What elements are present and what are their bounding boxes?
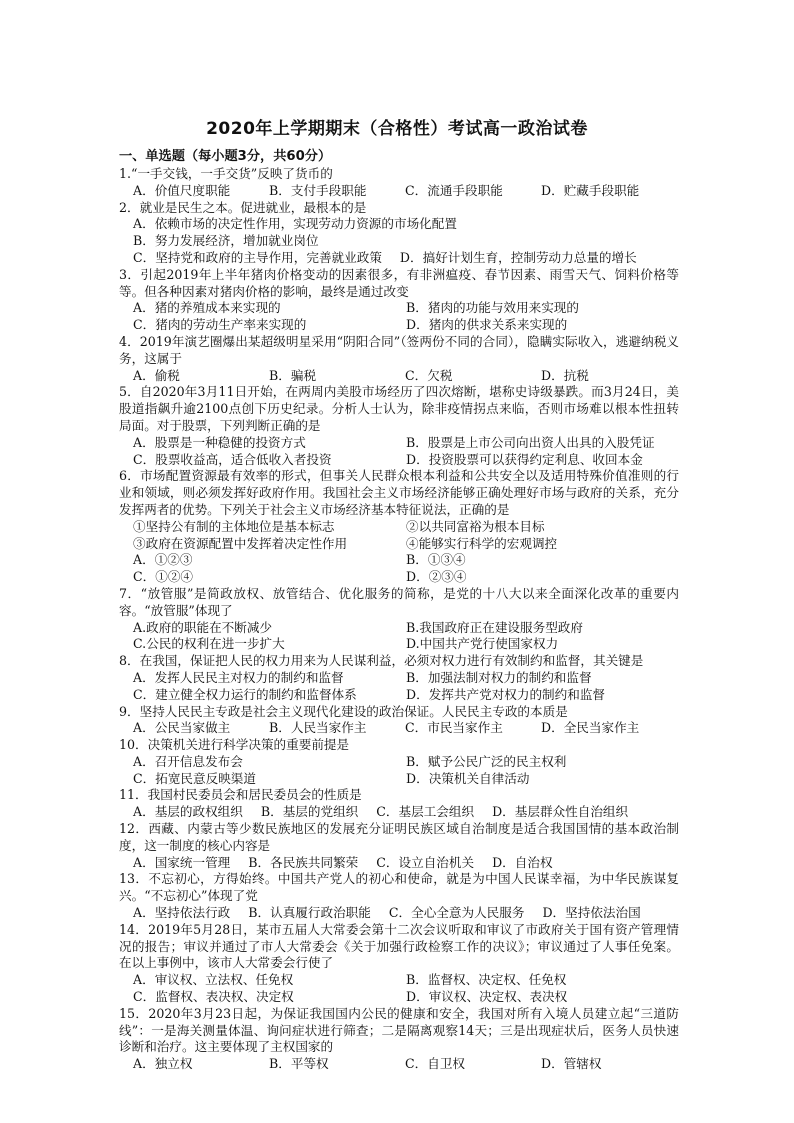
section-title: 一、单选题（每小题3分，共60分）	[119, 149, 332, 164]
question-14	[119, 922, 679, 1006]
question-stem: 4．2019年演艺圈爆出某超级明星采用“阴阳合同”（签两份不同的合同），隐瞒实际收入，逃避纳税义务，这属于	[119, 333, 679, 366]
option-item: C．坚持党和政府的主导作用，完善就业政策	[133, 249, 382, 265]
option-row	[133, 620, 679, 637]
option-row	[133, 687, 679, 704]
option-item: C.公民的权利在进一步扩大	[133, 636, 285, 652]
option-item: B．认真履行政治职能	[248, 905, 371, 921]
options	[133, 620, 679, 654]
option-row	[133, 452, 679, 469]
option-item: B．股票是上市公司向出资人出具的入股凭证	[406, 434, 655, 450]
option-item: A．坚持依法行政	[133, 905, 231, 921]
question-stem: 8．在我国，保证把人民的权力用来为人民谋利益，必须对权力进行有效制约和监督，其关键是	[119, 653, 644, 669]
question-stem: 9．坚持人民民主专政是社会主义现代化建设的政治保证。人民民主专政的本质是	[119, 703, 568, 719]
option-item: C．设立自治机关	[376, 854, 475, 870]
option-item: D．抗税	[541, 367, 589, 383]
option-item: B．支付手段职能	[269, 182, 367, 198]
question-stem: 12．西藏、内蒙古等少数民族地区的发展充分证明民族区域自治制度是适合我国国情的基本政治制度，这一制度的核心内容是	[119, 821, 679, 853]
question-3	[119, 267, 679, 334]
option-item: C．流通手段职能	[405, 182, 503, 198]
option-row	[133, 905, 679, 922]
option-item: B．骗税	[269, 367, 317, 383]
option-item: D．决策机关自律活动	[406, 770, 530, 786]
option-item: A．偷税	[133, 367, 180, 383]
option-row	[133, 754, 679, 771]
option-row	[133, 552, 679, 569]
option-item: D．投资股票可以获得约定利息、收回本金	[406, 451, 643, 467]
sub-option-item: ④能够实行科学的宏观调控	[406, 535, 558, 551]
sub-option-row	[133, 519, 679, 536]
option-item: A．猪的养殖成本来实现的	[133, 300, 281, 316]
options	[133, 670, 679, 704]
option-item: D．猪肉的供求关系来实现的	[406, 317, 568, 333]
option-item: A．基层的政权组织	[133, 804, 243, 820]
question-15	[119, 1006, 679, 1073]
option-row	[133, 670, 679, 687]
option-row	[133, 317, 679, 334]
sub-option-item: ①坚持公有制的主体地位是基本标志	[133, 518, 335, 534]
option-item: B．猪肉的功能与效用来实现的	[406, 300, 579, 316]
option-row	[133, 989, 679, 1006]
option-item: A．①②③	[133, 552, 193, 568]
option-item: B.我国政府正在建设服务型政府	[406, 619, 583, 635]
sub-option-row	[133, 536, 679, 553]
option-item: B．监督权、决定权、任免权	[406, 972, 567, 988]
option-row	[133, 569, 679, 586]
option-row	[133, 720, 679, 737]
option-item: A．国家统一管理	[133, 854, 231, 870]
options	[133, 435, 679, 469]
option-item: A．发挥人民民主对权力的制约和监督	[133, 669, 344, 685]
question-13	[119, 871, 679, 921]
option-item: D．贮藏手段职能	[541, 182, 640, 198]
question-10	[119, 737, 679, 787]
option-item: D．发挥共产党对权力的制约和监督	[406, 686, 606, 702]
options	[133, 972, 679, 1006]
option-item: C．监督权、表决权、决定权	[133, 989, 294, 1005]
option-item: D．管辖权	[541, 1056, 602, 1072]
option-item: A．公民当家做主	[133, 720, 231, 736]
exam-title: 2020年上学期期末（合格性）考试高一政治试卷	[206, 119, 588, 139]
question-7	[119, 586, 679, 653]
option-item: C．猪肉的劳动生产率来实现的	[133, 317, 307, 333]
options	[133, 855, 679, 872]
options	[133, 519, 679, 586]
question-stem: 7．“放管服”是简政放权、放管结合、优化服务的简称，是党的十八大以来全面深化改革的重要内容。“放管服”体现了	[119, 585, 679, 618]
option-item: D．审议权、决定权、表决权	[406, 989, 568, 1005]
option-item: C．欠税	[405, 367, 453, 383]
option-row	[133, 300, 679, 317]
options	[133, 368, 679, 385]
question-4	[119, 334, 679, 384]
question-8	[119, 653, 679, 703]
option-item: C．基层工会组织	[376, 804, 475, 820]
option-row	[133, 435, 679, 452]
question-stem: 2．就业是民生之本。促进就业，最根本的是	[119, 199, 367, 215]
question-11	[119, 787, 679, 821]
question-stem: 14．2019年5月28日，某市五届人大常委会第十二次会议听取和审议了市政府关于国有资产管理情况的报告；审议并通过了市人大常委会《关于加强行政检察工作的决议》；审议通过了人事任免案。在以上事例中，该市人大常委会行使了	[119, 921, 679, 971]
option-item: B．努力发展经济，增加就业岗位	[133, 233, 319, 249]
option-item: D．②③④	[406, 569, 467, 585]
option-item: B．加强法制对权力的制约和监督	[406, 669, 592, 685]
option-item: B．赋予公民广泛的民主权利	[406, 753, 567, 769]
question-1	[119, 166, 679, 200]
option-item: B．各民族共同繁荣	[248, 854, 359, 870]
sub-option-item: ③政府在资源配置中发挥着决定性作用	[133, 535, 348, 551]
option-row	[133, 183, 679, 200]
option-row	[133, 1056, 679, 1073]
option-item: B．平等权	[269, 1056, 329, 1072]
option-item: C．拓宽民意反映渠道	[133, 770, 256, 786]
question-list	[119, 166, 679, 1073]
options	[133, 300, 679, 334]
option-row	[133, 972, 679, 989]
option-item: A．审议权、立法权、任免权	[133, 972, 294, 988]
sub-option-item: ②以共同富裕为根本目标	[406, 518, 545, 534]
option-item: D．全民当家作主	[541, 720, 640, 736]
question-stem: 11．我国村民委员会和居民委员会的性质是	[119, 787, 362, 803]
option-item: A．召开信息发布会	[133, 753, 243, 769]
question-2	[119, 200, 679, 267]
options	[133, 1056, 679, 1073]
option-row	[133, 771, 679, 788]
options	[133, 905, 679, 922]
question-6	[119, 468, 679, 586]
option-item: C．股票收益高，适合低收入者投资	[133, 451, 332, 467]
question-5	[119, 384, 679, 468]
question-9	[119, 704, 679, 738]
options	[133, 804, 679, 821]
options	[133, 720, 679, 737]
options	[133, 216, 679, 266]
question-stem: 15．2020年3月23日起，为保证我国国内公民的健康和安全，我国对所有入境人员建立起“三道防线”：一是海关测量体温、询问症状进行筛查；二是隔离观察14天；三是出现症状后，医务人员快速诊断和治疗。这主要体现了主权国家的	[119, 1005, 679, 1055]
question-stem: 6．市场配置资源最有效率的形式，但事关人民群众根本利益和公共安全以及适用特殊价值准则的行业和领域，则必须发挥好政府作用。我国社会主义市场经济能够正确处理好市场与政府的关系，充分发挥两者的优势。下列关于社会主义市场经济基本特征说法，正确的是	[119, 468, 679, 517]
question-stem: 10．决策机关进行科学决策的重要前提是	[119, 737, 350, 753]
option-item: B．基层的党组织	[260, 804, 359, 820]
option-item: D.中国共产党行使国家权力	[406, 636, 559, 652]
question-stem: 5．自2020年3月11日开始，在两周内美股市场经历了四次熔断，堪称史诗级暴跌。而3月24日，美股道指飙升逾2100点创下历史纪录。分析人士认为，除非疫情拐点来临，否则市场难以根本性扭转局面。对于股票，下列判断正确的是	[119, 384, 679, 433]
option-item: C．全心全意为人民服务	[388, 905, 525, 921]
option-item: C．建立健全权力运行的制约和监督体系	[133, 686, 357, 702]
option-item: A.政府的职能在不断减少	[133, 619, 273, 635]
option-item: C．市民当家作主	[405, 720, 503, 736]
option-item: A．股票是一种稳健的投资方式	[133, 434, 306, 450]
option-item: C．自卫权	[405, 1056, 466, 1072]
exam-content	[119, 148, 679, 1073]
options	[133, 754, 679, 788]
question-stem: 1.“一手交钱，一手交货”反映了货币的	[119, 166, 333, 181]
question-12	[119, 821, 679, 871]
options	[133, 183, 679, 200]
option-item: B．①③④	[406, 552, 466, 568]
option-item: D．基层群众性自治组织	[492, 804, 629, 820]
option-row	[133, 855, 679, 872]
option-item: A．价值尺度职能	[133, 182, 231, 198]
option-item: D．坚持依法治国	[542, 905, 641, 921]
option-item: A．独立权	[133, 1056, 193, 1072]
option-item: A．依赖市场的决定性作用，实现劳动力资源的市场化配置	[133, 216, 457, 232]
option-row	[133, 636, 679, 653]
option-item: B．人民当家作主	[269, 720, 367, 736]
option-item: C．①②④	[133, 569, 194, 585]
question-stem: 13．不忘初心，方得始终。中国共产党人的初心和使命，就是为中国人民谋幸福，为中华民族谋复兴。“不忘初心”体现了党	[119, 871, 679, 904]
option-item: D．自治权	[492, 854, 553, 870]
option-row	[133, 250, 679, 267]
option-row	[133, 368, 679, 385]
question-stem: 3．引起2019年上半年猪肉价格变动的因素很多，有非洲瘟疫、春节因素、雨雪天气、饲料价格等等。但各种因素对猪肉价格的影响，最终是通过改变	[119, 266, 679, 299]
option-item: D．搞好计划生育，控制劳动力总量的增长	[399, 249, 637, 265]
option-row	[133, 804, 679, 821]
